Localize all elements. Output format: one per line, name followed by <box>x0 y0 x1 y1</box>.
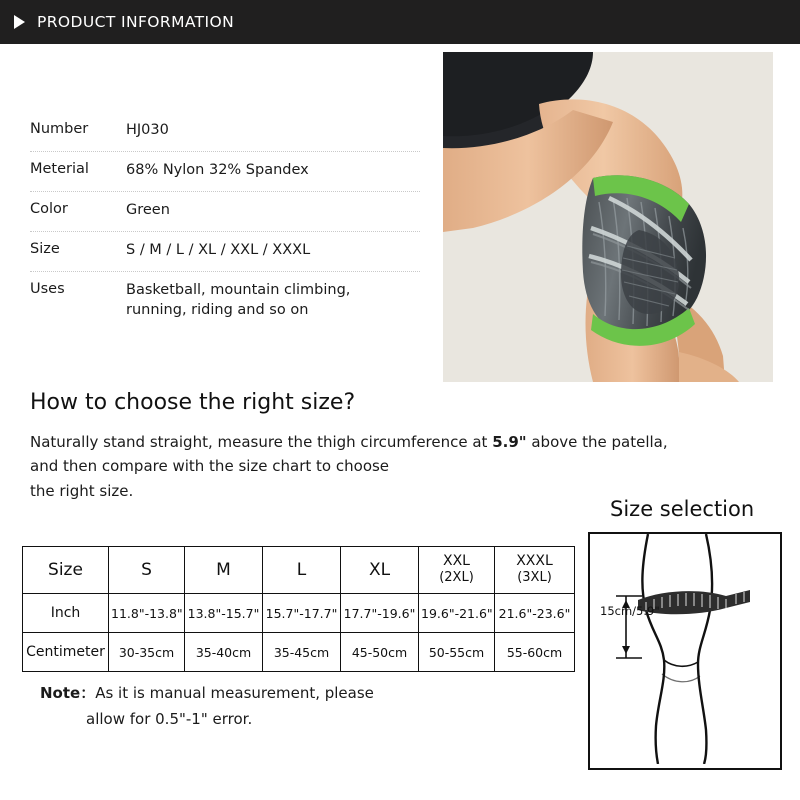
header-bar <box>0 0 800 44</box>
size-selection-measure-label: 15cm/5.9" <box>600 604 660 618</box>
row-header-centimeter: Centimeter <box>23 633 109 672</box>
cell-size-xxl-sub: (2XL) <box>439 570 474 585</box>
cell-cm-xxl: 50-55cm <box>419 633 495 672</box>
note-label: Note： <box>40 684 96 702</box>
size-selection-title: Size selection <box>610 497 755 521</box>
spec-label-material: Meterial <box>30 161 89 177</box>
cell-inch-s: 11.8"-13.8" <box>109 594 185 633</box>
cell-inch-m: 13.8"-15.7" <box>185 594 263 633</box>
cell-size-xxxl-sub: (3XL) <box>517 570 552 585</box>
cell-size-xxl-main: XXL <box>443 553 470 570</box>
product-photo <box>443 52 773 382</box>
table-row <box>23 594 575 633</box>
size-chart-table <box>22 546 575 672</box>
how-line3: the right size. <box>30 481 134 500</box>
spec-label-color: Color <box>30 201 68 217</box>
row-header-size: Size <box>23 547 109 594</box>
spec-row <box>30 272 420 328</box>
measurement-note <box>40 680 374 733</box>
cell-cm-s: 30-35cm <box>109 633 185 672</box>
spec-label-uses: Uses <box>30 281 65 297</box>
spec-value-number: HJ030 <box>126 122 169 138</box>
how-to-choose-title: How to choose the right size? <box>30 390 356 415</box>
cell-inch-l: 15.7"-17.7" <box>263 594 341 633</box>
note-line1: As it is manual measurement, please <box>95 684 374 702</box>
spec-label-size: Size <box>30 241 60 257</box>
cell-cm-l: 35-45cm <box>263 633 341 672</box>
spec-row <box>30 192 420 232</box>
cell-size-xxxl <box>495 547 575 594</box>
cell-inch-xl: 17.7"-19.6" <box>341 594 419 633</box>
cell-cm-xxxl: 55-60cm <box>495 633 575 672</box>
knee-brace-illustration <box>443 52 773 382</box>
cell-size-l: L <box>263 547 341 594</box>
spec-value-material: 68% Nylon 32% Spandex <box>126 162 309 178</box>
table-row <box>23 633 575 672</box>
spec-row <box>30 232 420 272</box>
spec-row <box>30 112 420 152</box>
spec-row <box>30 152 420 192</box>
cell-cm-m: 35-40cm <box>185 633 263 672</box>
size-selection-diagram <box>588 532 782 770</box>
how-to-choose-text <box>30 430 770 503</box>
how-line1-b: above the patella, <box>526 433 668 451</box>
cell-inch-xxxl: 21.6"-23.6" <box>495 594 575 633</box>
cell-size-xxl <box>419 547 495 594</box>
cell-inch-xxl: 19.6"-21.6" <box>419 594 495 633</box>
spec-value-color: Green <box>126 202 170 218</box>
cell-size-m: M <box>185 547 263 594</box>
table-row <box>23 547 575 594</box>
note-line2: allow for 0.5"-1" error. <box>86 710 253 729</box>
cell-size-xl: XL <box>341 547 419 594</box>
spec-value-size: S / M / L / XL / XXL / XXXL <box>126 242 311 258</box>
spec-value-uses: Basketball, mountain climbing, running, riding and so on <box>126 282 351 318</box>
cell-cm-xl: 45-50cm <box>341 633 419 672</box>
cell-size-xxxl-main: XXXL <box>516 553 553 570</box>
how-line1-bold: 5.9" <box>492 433 527 451</box>
how-line1-a: Naturally stand straight, measure the thigh circumference at <box>30 433 493 451</box>
how-line2: and then compare with the size chart to choose <box>30 457 390 476</box>
spec-label-number: Number <box>30 121 89 137</box>
page-title: PRODUCT INFORMATION <box>37 13 235 31</box>
cell-size-s: S <box>109 547 185 594</box>
product-spec-table <box>30 112 420 328</box>
leg-measure-illustration <box>590 534 776 764</box>
row-header-inch: Inch <box>23 594 109 633</box>
play-triangle-icon <box>14 15 25 29</box>
